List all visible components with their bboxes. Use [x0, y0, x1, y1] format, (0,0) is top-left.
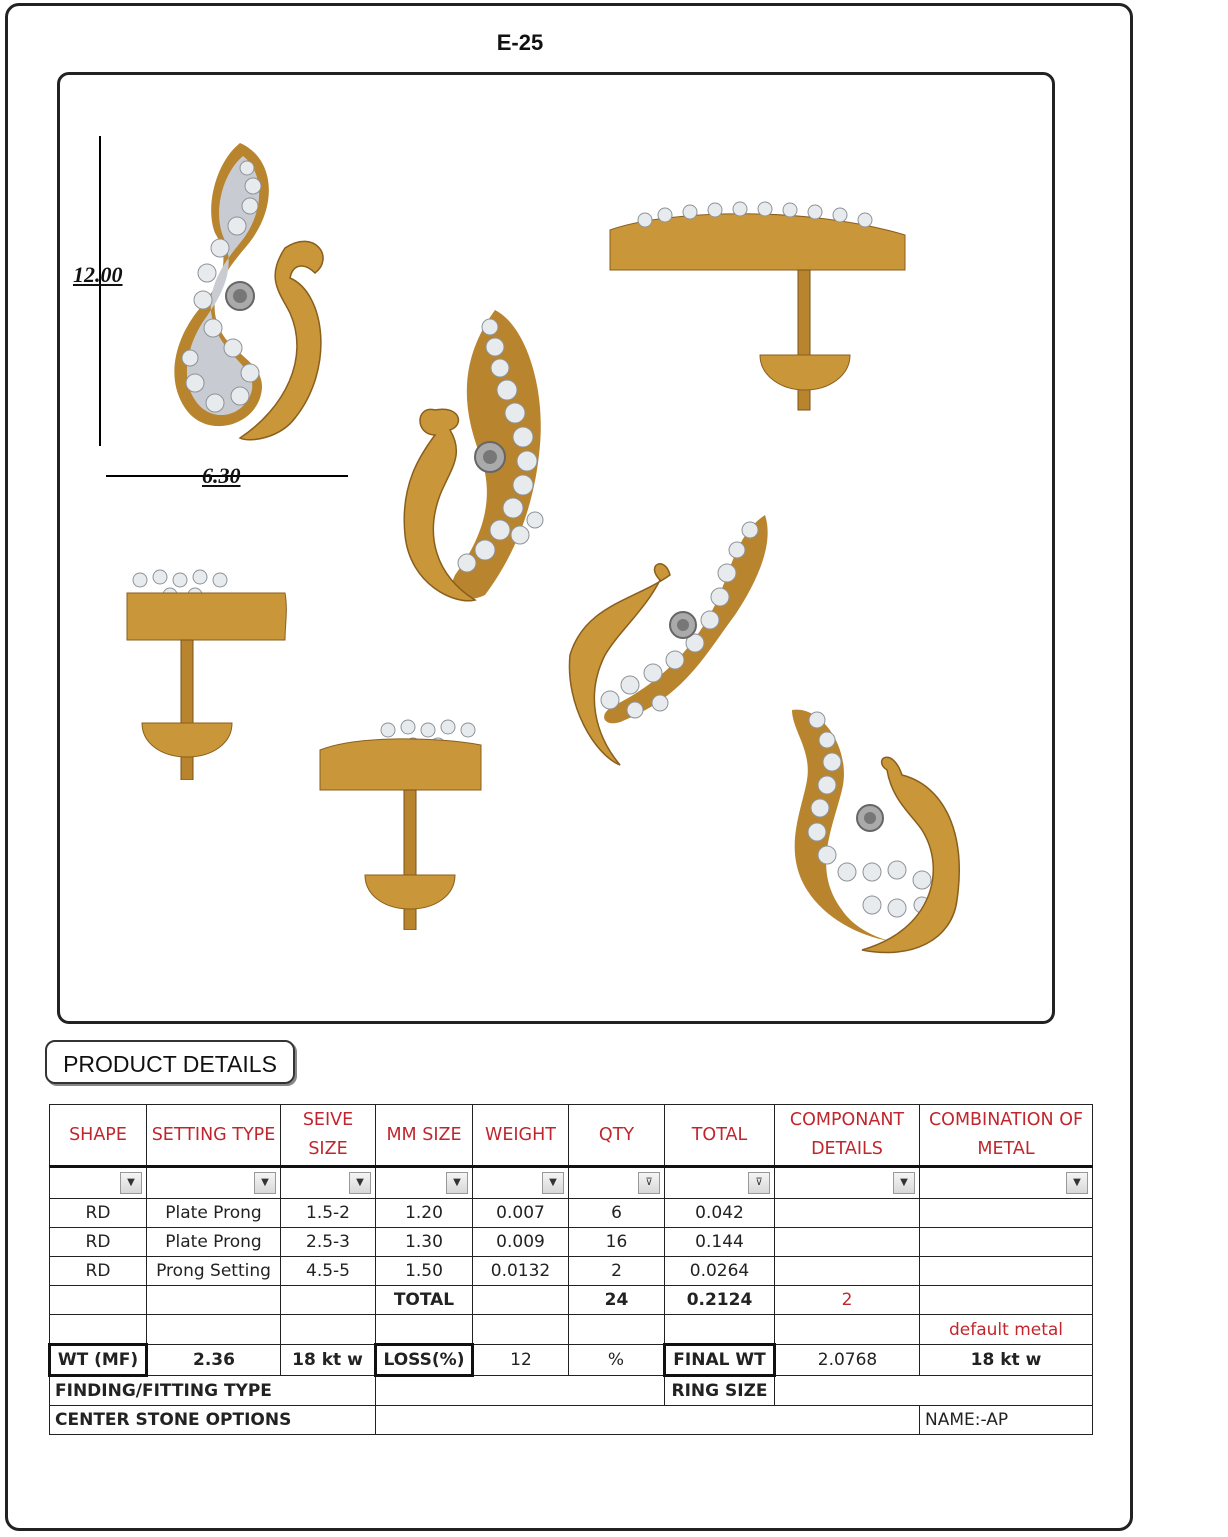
- ring-size-label: RING SIZE: [665, 1376, 775, 1406]
- total-label: TOTAL: [376, 1286, 473, 1315]
- table-row: RD Plate Prong 1.5-2 1.20 0.007 6 0.042: [50, 1199, 1093, 1228]
- header-shape: SHAPE: [50, 1105, 147, 1167]
- filter-dropdown-icon[interactable]: ▼: [893, 1172, 915, 1194]
- filter-dropdown-icon[interactable]: ▼: [120, 1172, 142, 1194]
- component-count: 2: [775, 1286, 920, 1315]
- earring-lower-right-view: [782, 700, 967, 965]
- earring-side-view-left: [125, 565, 290, 780]
- total-row: [50, 1286, 1093, 1315]
- filter-dropdown-icon[interactable]: ▼: [542, 1172, 564, 1194]
- default-metal: default metal: [920, 1315, 1093, 1345]
- wt-metal: 18 kt w: [281, 1345, 376, 1376]
- wt-label: WT (MF): [50, 1345, 147, 1376]
- filter-dropdown-icon[interactable]: ▼: [349, 1172, 371, 1194]
- earring-perspective-view: [565, 505, 780, 770]
- table-row: RD Prong Setting 4.5-5 1.50 0.0132 2 0.0264: [50, 1257, 1093, 1286]
- height-dimension: 12.00: [73, 262, 123, 287]
- header-mm-size: MM SIZE: [376, 1105, 473, 1167]
- header-qty: QTY: [569, 1105, 665, 1167]
- filter-dropdown-icon[interactable]: ▼: [446, 1172, 468, 1194]
- metal-row: [50, 1315, 1093, 1345]
- header-componant-details: COMPONANT DETAILS: [775, 1105, 920, 1167]
- center-stone-label: CENTER STONE OPTIONS: [50, 1406, 376, 1435]
- name-label: NAME:-AP: [920, 1406, 1093, 1435]
- final-wt-label: FINAL WT: [665, 1345, 775, 1376]
- loss-label: LOSS(%): [376, 1345, 473, 1376]
- filter-dropdown-icon[interactable]: ▼: [1066, 1172, 1088, 1194]
- product-code: E-25: [496, 30, 544, 55]
- product-details-title: PRODUCT DETAILS: [45, 1040, 295, 1084]
- filter-dropdown-icon[interactable]: ▼: [254, 1172, 276, 1194]
- earring-side-view-top: [605, 195, 915, 415]
- header-seive-size: SEIVE SIZE: [281, 1105, 376, 1167]
- total-qty: 24: [569, 1286, 665, 1315]
- finding-row: [50, 1376, 1093, 1406]
- width-dimension: 6.30: [202, 463, 241, 488]
- weight-row: [50, 1345, 1093, 1376]
- earring-front-view: [165, 138, 345, 448]
- header-combination-of-metal: COMBINATION OF METAL: [920, 1105, 1093, 1167]
- filter-row: [50, 1167, 1093, 1199]
- total-weight: 0.2124: [665, 1286, 775, 1315]
- final-wt-value: 2.0768: [775, 1345, 920, 1376]
- header-row: [50, 1105, 1093, 1167]
- table-row: RD Plate Prong 2.5-3 1.30 0.009 16 0.144: [50, 1228, 1093, 1257]
- center-stone-row: [50, 1406, 1093, 1435]
- filter-active-icon[interactable]: ⊽: [638, 1172, 660, 1194]
- finding-label: FINDING/FITTING TYPE: [50, 1376, 376, 1406]
- header-total: TOTAL: [665, 1105, 775, 1167]
- header-weight: WEIGHT: [473, 1105, 569, 1167]
- earring-angled-view: [395, 305, 575, 610]
- product-details-table: [48, 1104, 1093, 1435]
- filter-active-icon[interactable]: ⊽: [748, 1172, 770, 1194]
- loss-value: 12: [473, 1345, 569, 1376]
- loss-unit: %: [569, 1345, 665, 1376]
- earring-side-view-middle: [318, 715, 483, 930]
- final-metal: 18 kt w: [920, 1345, 1093, 1376]
- header-setting-type: SETTING TYPE: [147, 1105, 281, 1167]
- wt-value: 2.36: [147, 1345, 281, 1376]
